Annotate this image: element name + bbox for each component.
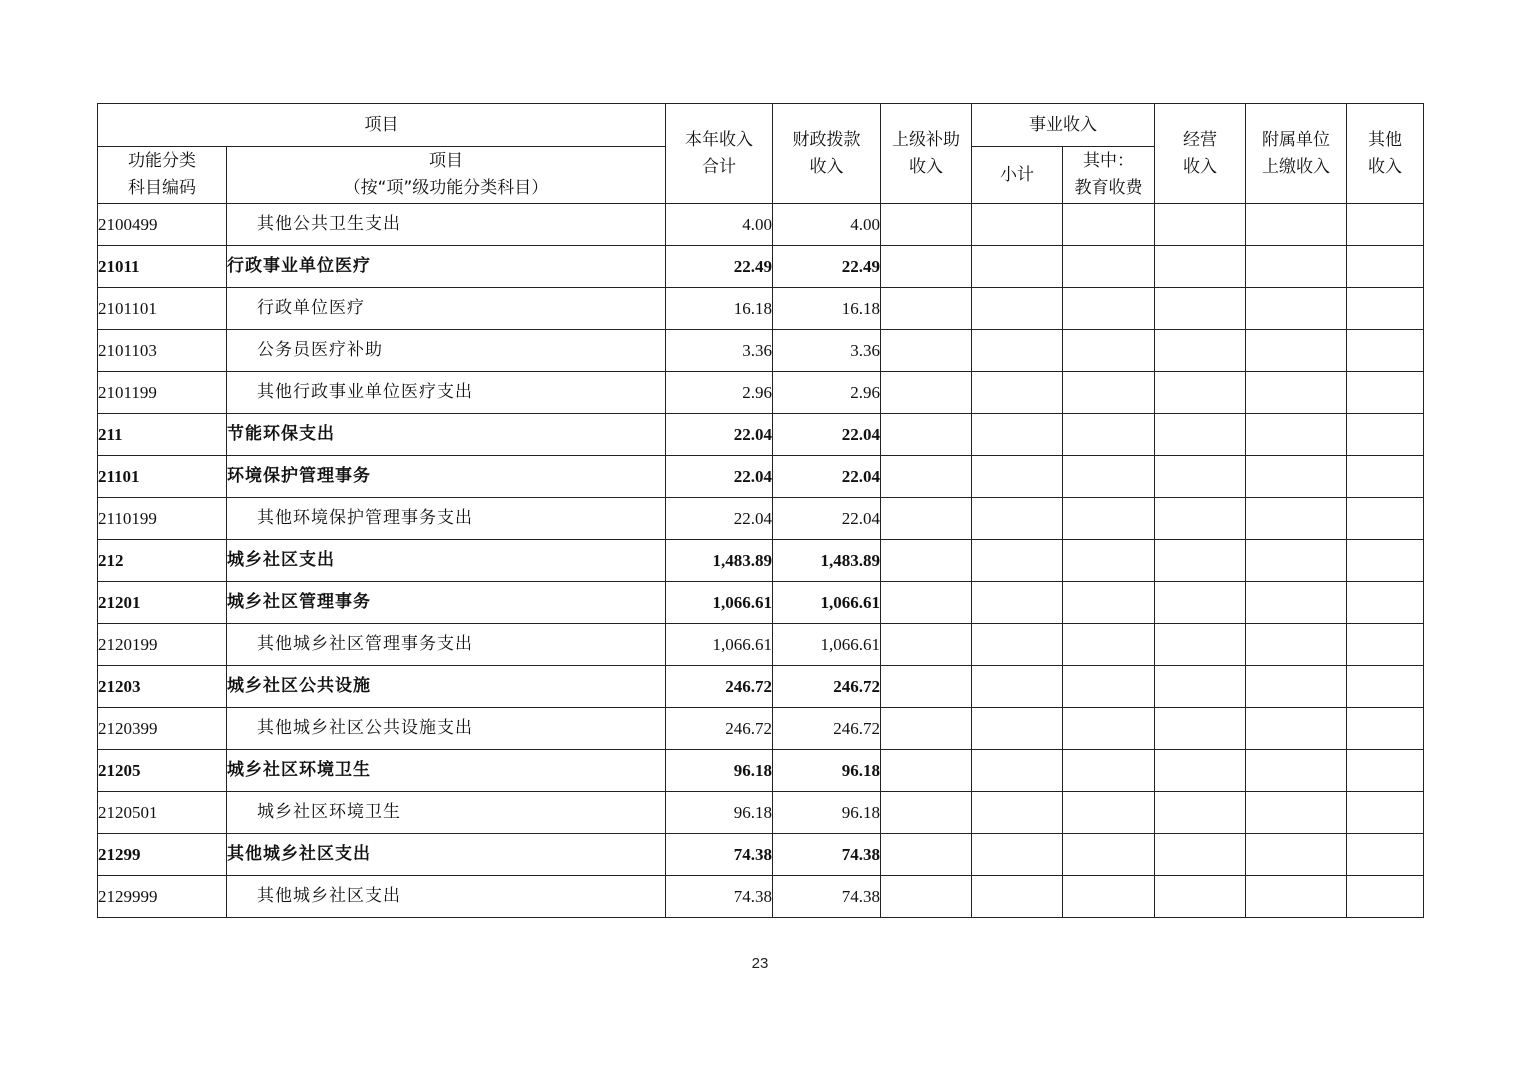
row-name: 其他城乡社区管理事务支出 xyxy=(227,624,666,666)
row-total: 74.38 xyxy=(666,876,773,918)
row-name: 城乡社区管理事务 xyxy=(227,582,666,624)
row-operating xyxy=(1155,624,1246,666)
education-fee-header: 其中： 教育收费 xyxy=(1063,147,1155,204)
row-education-fee xyxy=(1063,708,1155,750)
row-education-fee xyxy=(1063,288,1155,330)
row-subtotal xyxy=(972,666,1063,708)
row-total: 1,066.61 xyxy=(666,624,773,666)
row-affiliated xyxy=(1246,204,1347,246)
table-row xyxy=(98,498,1424,540)
table-body xyxy=(98,204,1424,918)
total-income-header: 本年收入 合计 xyxy=(666,104,773,204)
row-other xyxy=(1347,666,1424,708)
fiscal-appropriation-header: 财政拨款 收入 xyxy=(773,104,881,204)
row-affiliated xyxy=(1246,456,1347,498)
row-other xyxy=(1347,330,1424,372)
row-other xyxy=(1347,624,1424,666)
row-education-fee xyxy=(1063,372,1155,414)
row-total: 1,066.61 xyxy=(666,582,773,624)
row-other xyxy=(1347,540,1424,582)
table-row xyxy=(98,624,1424,666)
row-code: 21011 xyxy=(98,246,227,288)
row-operating xyxy=(1155,540,1246,582)
row-education-fee xyxy=(1063,456,1155,498)
row-other xyxy=(1347,582,1424,624)
row-fiscal: 22.04 xyxy=(773,498,881,540)
row-education-fee xyxy=(1063,666,1155,708)
row-name: 城乡社区公共设施 xyxy=(227,666,666,708)
row-code: 2110199 xyxy=(98,498,227,540)
row-operating xyxy=(1155,582,1246,624)
row-affiliated xyxy=(1246,414,1347,456)
row-total: 2.96 xyxy=(666,372,773,414)
row-other xyxy=(1347,288,1424,330)
row-total: 96.18 xyxy=(666,792,773,834)
row-fiscal: 16.18 xyxy=(773,288,881,330)
row-superior xyxy=(881,414,972,456)
row-subtotal xyxy=(972,414,1063,456)
budget-table xyxy=(97,103,1424,918)
row-other xyxy=(1347,204,1424,246)
row-affiliated xyxy=(1246,750,1347,792)
row-name: 城乡社区环境卫生 xyxy=(227,792,666,834)
table-row xyxy=(98,582,1424,624)
row-subtotal xyxy=(972,708,1063,750)
row-other xyxy=(1347,834,1424,876)
row-code: 2129999 xyxy=(98,876,227,918)
row-subtotal xyxy=(972,498,1063,540)
row-fiscal: 2.96 xyxy=(773,372,881,414)
row-other xyxy=(1347,708,1424,750)
row-subtotal xyxy=(972,456,1063,498)
row-superior xyxy=(881,288,972,330)
row-code: 2101101 xyxy=(98,288,227,330)
operating-income-header: 经营 收入 xyxy=(1155,104,1246,204)
row-total: 74.38 xyxy=(666,834,773,876)
other-income-header: 其他 收入 xyxy=(1347,104,1424,204)
row-code: 2120399 xyxy=(98,708,227,750)
row-superior xyxy=(881,666,972,708)
affiliated-income-header: 附属单位 上缴收入 xyxy=(1246,104,1347,204)
row-operating xyxy=(1155,876,1246,918)
row-superior xyxy=(881,876,972,918)
row-name: 其他环境保护管理事务支出 xyxy=(227,498,666,540)
row-affiliated xyxy=(1246,246,1347,288)
row-fiscal: 246.72 xyxy=(773,708,881,750)
row-code: 2101199 xyxy=(98,372,227,414)
row-education-fee xyxy=(1063,204,1155,246)
row-superior xyxy=(881,708,972,750)
item-name-header: 项目 （按“项”级功能分类科目） xyxy=(227,147,666,204)
row-total: 1,483.89 xyxy=(666,540,773,582)
row-operating xyxy=(1155,708,1246,750)
item-header: 项目 xyxy=(98,104,666,147)
row-operating xyxy=(1155,792,1246,834)
row-total: 246.72 xyxy=(666,708,773,750)
row-fiscal: 22.04 xyxy=(773,414,881,456)
table-row xyxy=(98,792,1424,834)
row-fiscal: 1,066.61 xyxy=(773,624,881,666)
row-subtotal xyxy=(972,750,1063,792)
row-other xyxy=(1347,750,1424,792)
row-name: 公务员医疗补助 xyxy=(227,330,666,372)
row-other xyxy=(1347,456,1424,498)
row-code: 21299 xyxy=(98,834,227,876)
row-name: 其他城乡社区支出 xyxy=(227,834,666,876)
row-operating xyxy=(1155,288,1246,330)
row-code: 21101 xyxy=(98,456,227,498)
row-education-fee xyxy=(1063,540,1155,582)
row-other xyxy=(1347,414,1424,456)
row-total: 22.04 xyxy=(666,456,773,498)
row-education-fee xyxy=(1063,792,1155,834)
table-row xyxy=(98,204,1424,246)
row-operating xyxy=(1155,330,1246,372)
row-superior xyxy=(881,456,972,498)
row-other xyxy=(1347,876,1424,918)
row-name: 环境保护管理事务 xyxy=(227,456,666,498)
page-number: 23 xyxy=(751,955,769,972)
row-operating xyxy=(1155,666,1246,708)
table-row xyxy=(98,330,1424,372)
superior-subsidy-header: 上级补助 收入 xyxy=(881,104,972,204)
row-code: 212 xyxy=(98,540,227,582)
row-education-fee xyxy=(1063,582,1155,624)
row-total: 16.18 xyxy=(666,288,773,330)
row-fiscal: 1,483.89 xyxy=(773,540,881,582)
row-operating xyxy=(1155,372,1246,414)
row-code: 2101103 xyxy=(98,330,227,372)
row-total: 22.04 xyxy=(666,414,773,456)
row-superior xyxy=(881,246,972,288)
row-subtotal xyxy=(972,624,1063,666)
table-row xyxy=(98,414,1424,456)
row-total: 22.49 xyxy=(666,246,773,288)
row-education-fee xyxy=(1063,246,1155,288)
row-operating xyxy=(1155,834,1246,876)
row-fiscal: 22.49 xyxy=(773,246,881,288)
row-name: 行政单位医疗 xyxy=(227,288,666,330)
row-subtotal xyxy=(972,372,1063,414)
row-code: 21205 xyxy=(98,750,227,792)
row-fiscal: 22.04 xyxy=(773,456,881,498)
row-other xyxy=(1347,498,1424,540)
row-affiliated xyxy=(1246,330,1347,372)
row-operating xyxy=(1155,204,1246,246)
row-affiliated xyxy=(1246,288,1347,330)
row-name: 其他城乡社区公共设施支出 xyxy=(227,708,666,750)
row-name: 节能环保支出 xyxy=(227,414,666,456)
row-fiscal: 74.38 xyxy=(773,834,881,876)
row-fiscal: 246.72 xyxy=(773,666,881,708)
row-affiliated xyxy=(1246,624,1347,666)
row-affiliated xyxy=(1246,876,1347,918)
row-total: 96.18 xyxy=(666,750,773,792)
row-superior xyxy=(881,372,972,414)
table-row xyxy=(98,750,1424,792)
row-code: 21201 xyxy=(98,582,227,624)
row-superior xyxy=(881,540,972,582)
row-name: 其他公共卫生支出 xyxy=(227,204,666,246)
row-superior xyxy=(881,582,972,624)
row-code: 2120199 xyxy=(98,624,227,666)
row-code: 21203 xyxy=(98,666,227,708)
row-superior xyxy=(881,498,972,540)
row-superior xyxy=(881,204,972,246)
row-affiliated xyxy=(1246,708,1347,750)
row-operating xyxy=(1155,414,1246,456)
row-code: 2100499 xyxy=(98,204,227,246)
row-education-fee xyxy=(1063,330,1155,372)
row-education-fee xyxy=(1063,876,1155,918)
row-affiliated xyxy=(1246,582,1347,624)
row-code: 2120501 xyxy=(98,792,227,834)
business-income-header: 事业收入 xyxy=(972,104,1155,147)
subtotal-header: 小计 xyxy=(972,147,1063,204)
row-operating xyxy=(1155,498,1246,540)
row-fiscal: 4.00 xyxy=(773,204,881,246)
row-subtotal xyxy=(972,834,1063,876)
table-row xyxy=(98,666,1424,708)
row-total: 22.04 xyxy=(666,498,773,540)
row-fiscal: 74.38 xyxy=(773,876,881,918)
table-row xyxy=(98,246,1424,288)
row-name: 其他城乡社区支出 xyxy=(227,876,666,918)
row-total: 4.00 xyxy=(666,204,773,246)
row-operating xyxy=(1155,750,1246,792)
row-superior xyxy=(881,750,972,792)
function-code-header: 功能分类 科目编码 xyxy=(98,147,227,204)
row-operating xyxy=(1155,456,1246,498)
row-education-fee xyxy=(1063,498,1155,540)
row-name: 其他行政事业单位医疗支出 xyxy=(227,372,666,414)
row-name: 城乡社区环境卫生 xyxy=(227,750,666,792)
row-affiliated xyxy=(1246,792,1347,834)
row-subtotal xyxy=(972,792,1063,834)
table-row xyxy=(98,288,1424,330)
row-superior xyxy=(881,834,972,876)
row-subtotal xyxy=(972,204,1063,246)
row-code: 211 xyxy=(98,414,227,456)
row-superior xyxy=(881,792,972,834)
row-education-fee xyxy=(1063,414,1155,456)
row-fiscal: 3.36 xyxy=(773,330,881,372)
table-row xyxy=(98,834,1424,876)
row-fiscal: 96.18 xyxy=(773,750,881,792)
row-total: 3.36 xyxy=(666,330,773,372)
row-affiliated xyxy=(1246,834,1347,876)
row-subtotal xyxy=(972,540,1063,582)
row-affiliated xyxy=(1246,372,1347,414)
row-education-fee xyxy=(1063,834,1155,876)
row-other xyxy=(1347,372,1424,414)
row-affiliated xyxy=(1246,498,1347,540)
row-subtotal xyxy=(972,582,1063,624)
row-education-fee xyxy=(1063,750,1155,792)
table-row xyxy=(98,540,1424,582)
row-affiliated xyxy=(1246,666,1347,708)
row-subtotal xyxy=(972,246,1063,288)
row-other xyxy=(1347,246,1424,288)
row-affiliated xyxy=(1246,540,1347,582)
row-superior xyxy=(881,624,972,666)
row-subtotal xyxy=(972,288,1063,330)
row-subtotal xyxy=(972,876,1063,918)
row-name: 行政事业单位医疗 xyxy=(227,246,666,288)
row-fiscal: 96.18 xyxy=(773,792,881,834)
row-subtotal xyxy=(972,330,1063,372)
table-row xyxy=(98,708,1424,750)
row-name: 城乡社区支出 xyxy=(227,540,666,582)
row-other xyxy=(1347,792,1424,834)
row-education-fee xyxy=(1063,624,1155,666)
row-superior xyxy=(881,330,972,372)
row-total: 246.72 xyxy=(666,666,773,708)
table-row xyxy=(98,372,1424,414)
table-row xyxy=(98,456,1424,498)
table-row xyxy=(98,876,1424,918)
row-fiscal: 1,066.61 xyxy=(773,582,881,624)
row-operating xyxy=(1155,246,1246,288)
